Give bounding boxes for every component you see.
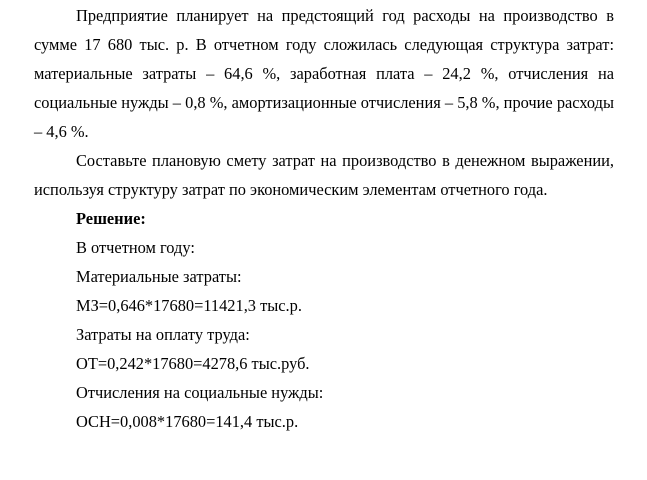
solution-line-material-costs-label: Материальные затраты: xyxy=(76,267,242,286)
problem-paragraph-2: Составьте плановую смету затрат на производство в денежном выражении, используя структуру затрат по экономическим элементам отчетного года. xyxy=(34,151,614,199)
solution-line-labor-costs-label: Затраты на оплату труда: xyxy=(76,325,250,344)
document-page xyxy=(34,0,614,436)
solution-line-social-deductions-formula: ОСН=0,008*17680=141,4 тыс.р. xyxy=(76,412,299,431)
solution-line-labor-costs-formula: ОТ=0,242*17680=4278,6 тыс.руб. xyxy=(76,354,310,373)
solution-line-social-deductions-label: Отчисления на социальные нужды: xyxy=(76,383,324,402)
solution-line-reporting-year: В отчетном году: xyxy=(76,238,195,257)
solution-heading: Решение: xyxy=(76,209,146,228)
problem-paragraph-1: Предприятие планирует на предстоящий год расходы на производство в сумме 17 680 тыс. р. В отчетном году сложилась следующая структура затрат: материальные затраты – 64,6 %, заработная плата – 24,2 %, отчисления на социальные нужды – 0,8 %, амортизационные отчисления – 5,8 %, прочие расходы – 4,6 %. xyxy=(34,6,614,141)
solution-line-material-costs-formula: МЗ=0,646*17680=11421,3 тыс.р. xyxy=(76,296,302,315)
